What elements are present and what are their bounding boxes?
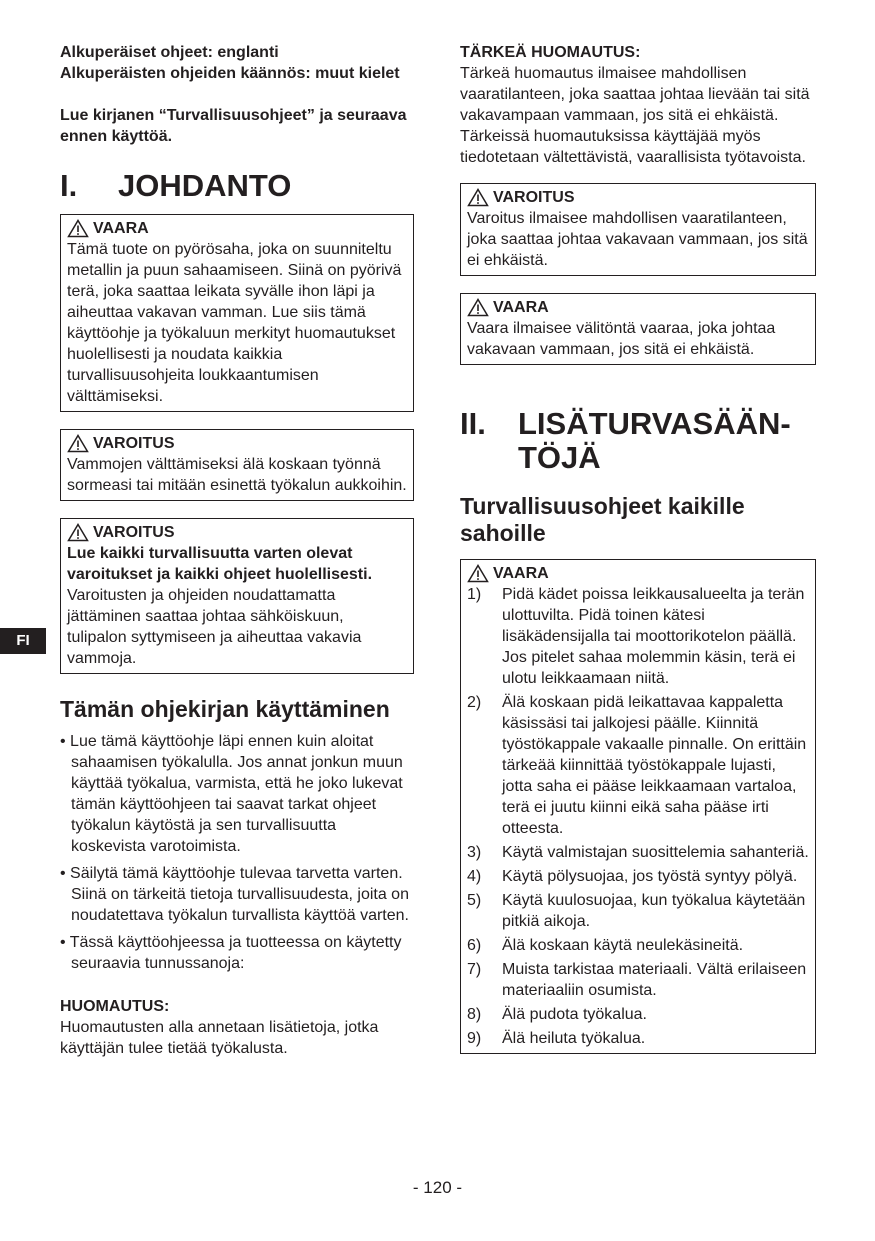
box-text: Tämä tuote on pyörösaha, joka on suunniteltu metallin ja puun sahaamiseen. Siinä on pyörivä terä, joka saattaa leikata syvälle ihon läpi ja aiheuttaa vakavan vamman. Lue siis tämä käyttöohje ja työkaluun merkityt huomautukset huolellisesti ja noudata kaikkia turvallisuusohjeita loukkaantumisen välttämiseksi. [67,241,402,405]
list-item: 2) Älä koskaan pidä leikattavaa kappaletta käsissäsi tai jalkojesi päälle. Kiinnitä työstökappale vakaalle pinnalle. On erittäin tärkeää kiinnittää työstökappale lujasti, jotta saha ei pääse leikkaamaan vartaloa, terä ei juutu kiinni eikä saha pääse irti otteesta. [467,694,807,837]
warning-box-read-all [60,518,414,674]
list-item: 8) Älä pudota työkalua. [467,1006,647,1023]
box-title: VAROITUS [467,187,809,208]
section-title: JOHDANTO [118,168,292,203]
saw-safety-heading: Turvallisuusohjeet kaikille sahoille [460,493,745,546]
list-item: 7) Muista tarkistaa materiaali. Vältä erilaiseen materiaaliin osumista. [467,961,807,999]
warning-box-fingers [60,429,414,501]
translation-instructions: Alkuperäisten ohjeiden käännös: muut kielet [60,65,400,82]
important-note-title: TÄRKEÄ HUOMAUTUS: [460,44,641,61]
section-heading-introduction [60,169,414,203]
list-item: • Tässä käyttöohjeessa ja tuotteessa on käytetty seuraavia tunnussanoja: [60,934,402,972]
saw-danger-box [460,559,816,1054]
language-tab: FI [0,628,46,654]
list-item: 1) Pidä kädet poissa leikkausalueelta ja terän ulottuvilta. Pidä toinen kätesi lisäkädensijalla tai moottorikotelon päällä. Jos pitelet sahaa molemmin käsin, terä ei ulotu leikkaamaan niitä. [467,586,805,687]
box-text: Varoitusten ja ohjeiden noudattamatta jättäminen saattaa johtaa sähköiskuun, tulipalon syttymiseen ja aiheuttaa vakavia vammoja. [67,587,362,667]
section-title: LISÄTURVASÄÄN- TÖJÄ [518,406,791,475]
warning-triangle-icon [67,523,89,542]
left-column [60,42,414,1059]
box-title: VAROITUS [67,433,407,454]
saw-safety-list [467,584,809,1049]
note-title: HUOMAUTUS: [60,998,170,1015]
warning-triangle-icon [467,298,489,317]
box-text: Vaara ilmaisee välitöntä vaaraa, joka johtaa vakavaan vammaan, jos sitä ei ehkäistä. [467,320,776,358]
box-text: Varoitus ilmaisee mahdollisen vaaratilanteen, joka saattaa johtaa vakavaan vammaan, jos sitä ei ehkäistä. [467,210,808,269]
box-title: VAARA [67,218,407,239]
box-bold-text: Lue kaikki turvallisuutta varten olevat varoitukset ja kaikki ohjeet huolellisesti. [67,545,373,583]
box-title: VAARA [467,297,809,318]
important-note-text: Tärkeä huomautus ilmaisee mahdollisen vaaratilanteen, joka saattaa johtaa lievään tai sitä vakavampaan vammaan, jos sitä ei ehkäistä. Tärkeissä huomautuksissa käyttäjää myös tiedotetaan vältettävistä, vaarallisista työtavoista. [460,65,810,166]
danger-box [60,214,414,412]
section-number: I. [60,168,78,203]
list-item: • Lue tämä käyttöohje läpi ennen kuin aloitat sahaamisen työkalulla. Jos annat jonkun muun käyttää työkalua, varmista, että he joko lukevat tämän käyttöohjeen tai saavat tarkat ohjeet työkalun käytöstä ja sen turvallisuutta koskevista varotoimista. [60,733,403,855]
warning-definition-box [460,183,816,276]
list-item: • Säilytä tämä käyttöohje tulevaa tarvetta varten. Siinä on tärkeitä tietoja turvallisuudesta, joita on noudatettava työkalun turvallista käyttöä varten. [60,865,409,924]
box-text: Vammojen välttämiseksi älä koskaan työnnä sormeasi tai mitään esinettä työkalun aukkoihin. [67,456,407,494]
warning-triangle-icon [67,434,89,453]
warning-triangle-icon [67,219,89,238]
box-title: VAARA [467,563,809,584]
danger-definition-box [460,293,816,365]
list-item: 4) Käytä pölysuojaa, jos työstä syntyy pölyä. [467,868,798,885]
section-number: II. [460,406,486,441]
list-item: 3) Käytä valmistajan suosittelemia sahanteriä. [467,844,809,861]
warning-triangle-icon [467,188,489,207]
original-instructions: Alkuperäiset ohjeet: englanti [60,44,279,61]
section-heading-additional-safety [460,407,816,475]
list-item: 9) Älä heiluta työkalua. [467,1030,646,1047]
manual-usage-heading: Tämän ohjekirjan käyttäminen [60,696,390,722]
read-notice: Lue kirjanen “Turvallisuusohjeet” ja seuraava ennen käyttöä. [60,107,407,145]
right-column [460,42,816,1054]
warning-triangle-icon [467,564,489,583]
box-title: VAROITUS [67,522,407,543]
note-text: Huomautusten alla annetaan lisätietoja, jotka käyttäjän tulee tietää työkalusta. [60,1019,379,1057]
list-item: 5) Käytä kuulosuojaa, kun työkalua käytetään pitkiä aikoja. [467,892,806,930]
page-number: - 120 - [412,1178,463,1197]
list-item: 6) Älä koskaan käytä neulekäsineitä. [467,937,744,954]
